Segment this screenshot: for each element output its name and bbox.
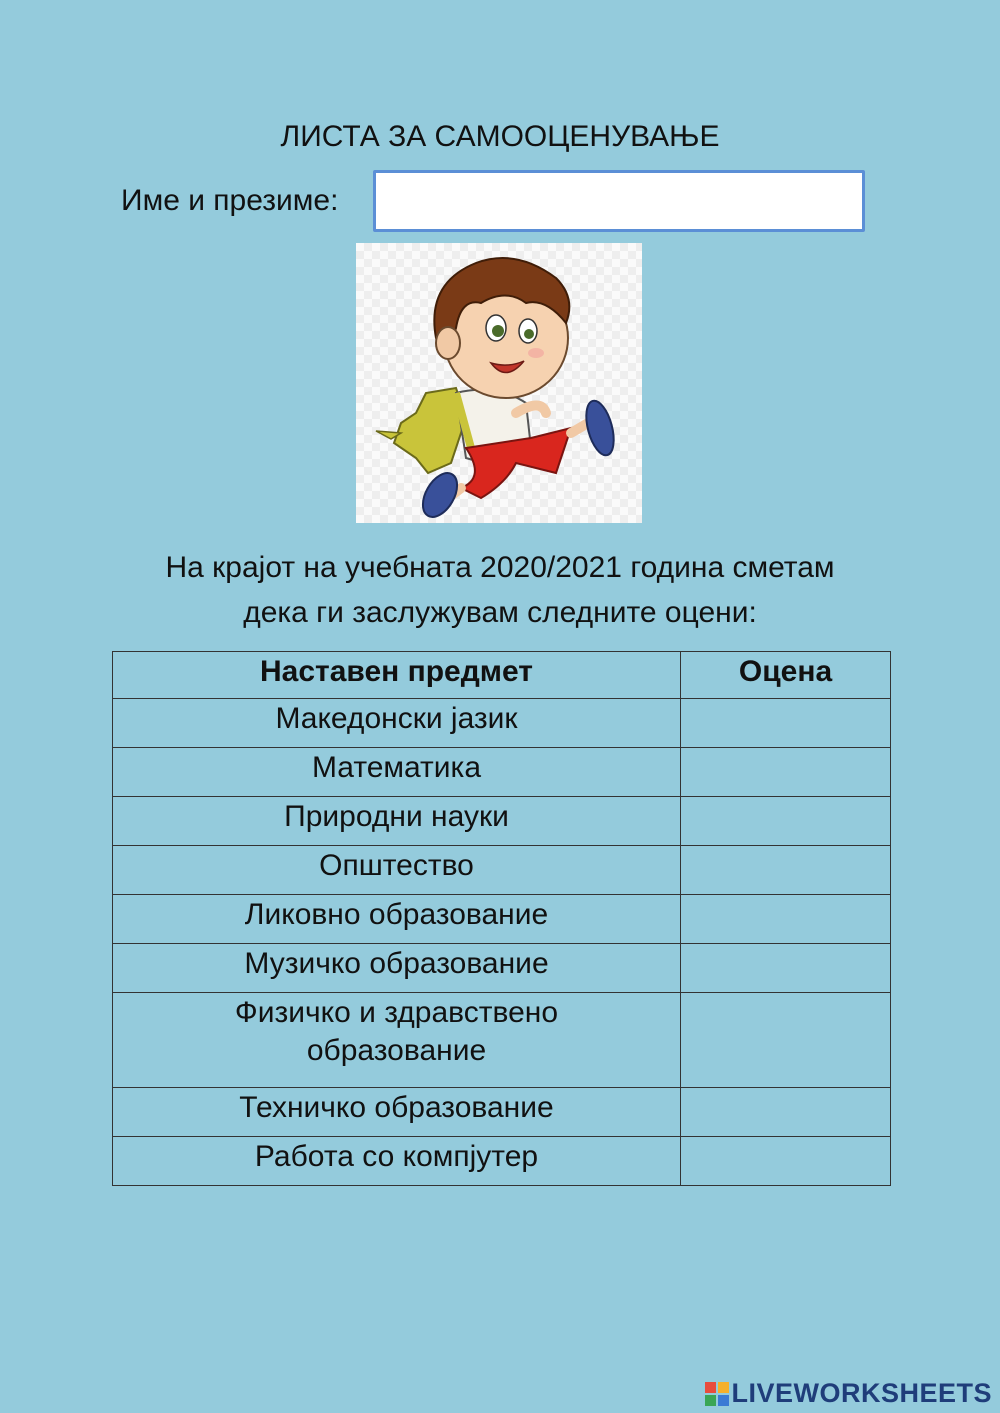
subject-line-2: образование [306,1034,487,1067]
table-row [113,699,891,748]
table-row [113,895,891,944]
grade-cell[interactable] [681,748,891,797]
grade-cell[interactable] [681,1088,891,1137]
grade-cell[interactable] [681,944,891,993]
subject-cell: Музичко образование [113,944,681,993]
boy-drawing [356,243,642,523]
subject-cell: Математика [113,748,681,797]
table-row [113,993,891,1088]
subject-cell [113,993,681,1088]
name-label: Име и презиме: [121,184,339,217]
table-header-row [113,652,891,699]
table-row [113,797,891,846]
subject-cell: Македонски јазик [113,699,681,748]
grade-cell[interactable] [681,699,891,748]
header-subject: Наставен предмет [113,652,681,699]
brand-text: LIVEWORKSHEETS [731,1378,992,1408]
header-grade: Оцена [681,652,891,699]
subject-line-1: Физичко и здравствено [234,996,559,1029]
table-row [113,1137,891,1186]
table-row [113,1088,891,1137]
subject-cell: Природни науки [113,797,681,846]
liveworksheets-brand [705,1378,992,1409]
intro-line-1: На крајот на учебната 2020/2021 година сметам [165,551,835,584]
subject-cell: Ликовно образование [113,895,681,944]
page-title: ЛИСТА ЗА САМООЦЕНУВАЊЕ [280,120,720,153]
grade-cell[interactable] [681,846,891,895]
name-input[interactable] [373,170,865,232]
intro-text [0,545,1000,635]
table-row [113,944,891,993]
liveworksheets-logo-icon [705,1382,729,1406]
running-boy-illustration [356,243,642,523]
grades-table [112,651,891,1186]
subject-cell: Општество [113,846,681,895]
grade-cell[interactable] [681,797,891,846]
intro-line-2: дека ги заслужувам следните оцени: [243,596,757,629]
table-row [113,748,891,797]
table-row [113,846,891,895]
subject-cell: Техничко образование [113,1088,681,1137]
subject-cell: Работа со компјутер [113,1137,681,1186]
grade-cell[interactable] [681,1137,891,1186]
grade-cell[interactable] [681,993,891,1088]
grade-cell[interactable] [681,895,891,944]
